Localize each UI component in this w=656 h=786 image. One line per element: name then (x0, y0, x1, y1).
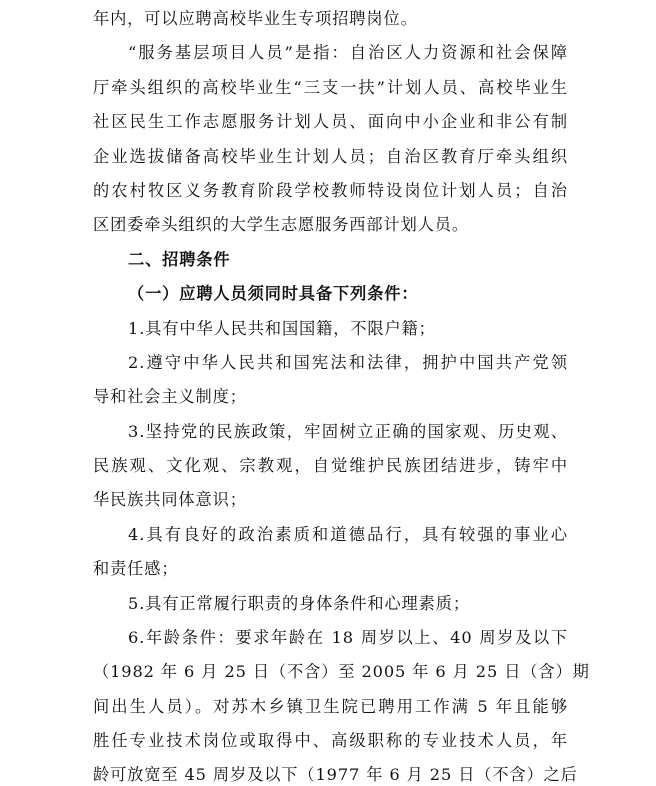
body-text-line: “服务基层项目人员”是指：自治区人力资源和社会保障 (128, 43, 568, 62)
body-text-line: 6.年龄条件：要求年龄在 18 周岁以上、40 周岁及以下 (128, 628, 568, 647)
body-text-line: 厅牵头组织的高校毕业生“三支一扶”计划人员、高校毕业生 (93, 78, 568, 97)
body-text-line: 间出生人员）。对苏木乡镇卫生院已聘用工作满 5 年且能够 (93, 697, 568, 716)
body-text-line: 3.坚持党的民族政策，牢固树立正确的国家观、历史观、 (128, 422, 568, 441)
body-text-line: 的农村牧区义务教育阶段学校教师特设岗位计划人员；自治 (93, 181, 568, 200)
body-text-line: 区团委牵头组织的大学生志愿服务西部计划人员。 (93, 215, 469, 234)
subsection-heading: （一）应聘人员须同时具备下列条件： (128, 284, 419, 303)
body-text-line: 导和社会主义制度； (93, 387, 247, 406)
body-text-line: 1.具有中华人民共和国国籍，不限户籍； (128, 319, 436, 338)
body-text-line: 2.遵守中华人民共和国宪法和法律，拥护中国共产党领 (128, 353, 568, 372)
body-text-line: 和责任感； (93, 559, 179, 578)
body-text-line: （1982 年 6 月 25 日（不含）至 2005 年 6 月 25 日（含）期 (93, 662, 590, 681)
body-text-line: 企业选拔储备高校毕业生计划人员；自治区教育厅牵头组织 (93, 147, 568, 166)
body-text-line: 社区民生工作志愿服务计划人员、面向中小企业和非公有制 (93, 112, 568, 131)
body-text-line: 华民族共同体意识； (93, 490, 247, 509)
body-text-line: 民族观、文化观、宗教观，自觉维护民族团结进步，铸牢中 (93, 456, 568, 475)
body-text-line: 龄可放宽至 45 周岁及以下（1977 年 6 月 25 日（不含）之后 (93, 765, 578, 784)
section-heading: 二、招聘条件 (128, 250, 231, 269)
body-text-line: 5.具有正常履行职责的身体条件和心理素质； (128, 594, 470, 613)
body-text-line: 年内，可以应聘高校毕业生专项招聘岗位。 (93, 9, 418, 28)
body-text-line: 胜任专业技术岗位或取得中、高级职称的专业技术人员，年 (93, 731, 568, 750)
body-text-line: 4.具有良好的政治素质和道德品行，具有较强的事业心 (128, 525, 568, 544)
